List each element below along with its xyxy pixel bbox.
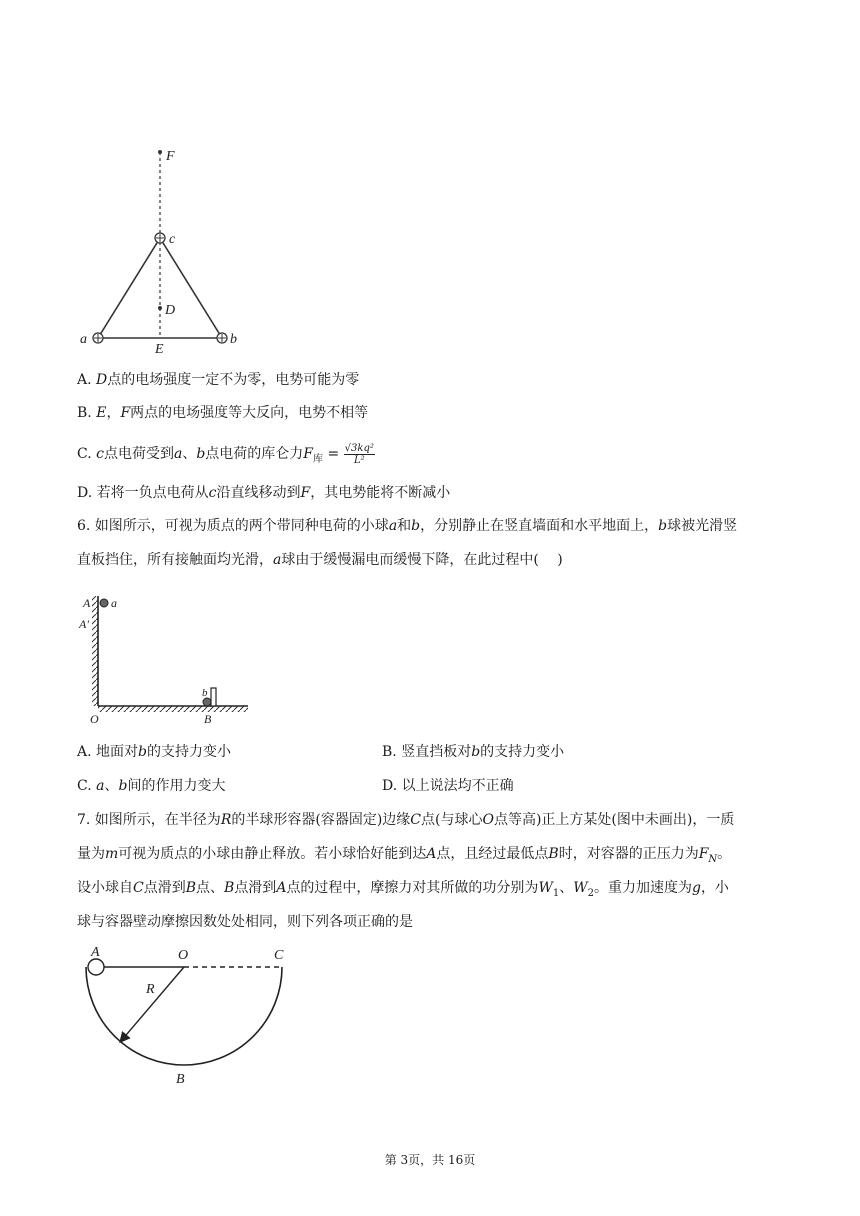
label-A: A bbox=[83, 596, 91, 610]
small-ball bbox=[88, 959, 104, 975]
q6-option-c: C. a、b间的作用力变大 bbox=[77, 778, 226, 794]
q5-triangle-figure bbox=[70, 140, 250, 355]
ball-a bbox=[100, 599, 108, 607]
q5-option-a: A. D点的电场强度一定不为零，电势可能为零 bbox=[77, 372, 360, 388]
label-F: F bbox=[166, 149, 175, 164]
q6-option-d: D. 以上说法均不正确 bbox=[382, 778, 514, 794]
label-C: C bbox=[274, 948, 284, 963]
label-b: b bbox=[202, 687, 208, 699]
q6-stem-line-2: 直板挡住，所有接触面均光滑，a球由于缓慢漏电而缓慢下降，在此过程中( ) bbox=[77, 552, 563, 568]
label-B: B bbox=[204, 712, 212, 725]
charge-c bbox=[155, 233, 165, 243]
q7-hemisphere-figure bbox=[78, 945, 298, 1090]
charge-a bbox=[93, 333, 103, 343]
label-b: b bbox=[230, 332, 237, 347]
label-O: O bbox=[178, 948, 189, 963]
ball-b bbox=[203, 698, 211, 706]
coulomb-force-fraction: $\frac{\text{√3kq²}}{\text{L²}}$ bbox=[344, 442, 374, 466]
q5-option-b: B. E，F两点的电场强度等大反向，电势不相等 bbox=[77, 405, 369, 421]
label-D: D bbox=[165, 303, 176, 318]
label-R: R bbox=[146, 982, 155, 997]
hemisphere-container bbox=[86, 967, 282, 1065]
vertical-baffle bbox=[211, 688, 216, 706]
page-footer: 第 3页，共 16页 bbox=[384, 1153, 476, 1167]
label-O: O bbox=[90, 712, 99, 725]
q7-stem-line-1: 7. 如图所示，在半径为R的半球形容器(容器固定)边缘C点(与球心O点等高)正上方某处(图中未画出)，一质 bbox=[77, 812, 735, 828]
label-B: B bbox=[176, 1072, 185, 1087]
label-a: a bbox=[111, 596, 117, 610]
radius-arrow bbox=[121, 967, 184, 1041]
q7-stem-line-4: 球与容器壁动摩擦因数处处相同，则下列各项正确的是 bbox=[77, 914, 413, 930]
q7-stem-line-2: 量为m可视为质点的小球由静止释放。若小球恰好能到达A点，且经过最低点B时，对容器的正压力为$F_N$。 bbox=[77, 846, 732, 865]
q6-wall-figure bbox=[78, 590, 258, 725]
q6-stem-line-1: 6. 如图所示，可视为质点的两个带同种电荷的小球a和b，分别静止在竖直墙面和水平地面上，b球被光滑竖 bbox=[77, 518, 738, 534]
q6-option-a: A. 地面对b的支持力变小 bbox=[77, 744, 231, 760]
q5-option-d: D. 若将一负点电荷从c沿直线移动到F，其电势能将不断减小 bbox=[77, 485, 451, 501]
label-c: c bbox=[169, 232, 176, 247]
label-a: a bbox=[80, 332, 87, 347]
q5-option-c: C. c点电荷受到a、b点电荷的库仑力$F_库$ = $\frac{\text{√3kq²}}{\text{L²}}$ bbox=[77, 442, 374, 466]
q6-option-b: B. 竖直挡板对b的支持力变小 bbox=[382, 744, 565, 760]
q7-stem-line-3: 设小球自C点滑到B点、B点滑到A点的过程中，摩擦力对其所做的功分别为$W_1$、$W_2$。重力加速度为g，小 bbox=[77, 880, 729, 899]
label-E: E bbox=[155, 342, 164, 355]
label-A: A bbox=[91, 945, 100, 960]
charge-b bbox=[217, 333, 227, 343]
label-A-prime: A' bbox=[79, 617, 89, 631]
